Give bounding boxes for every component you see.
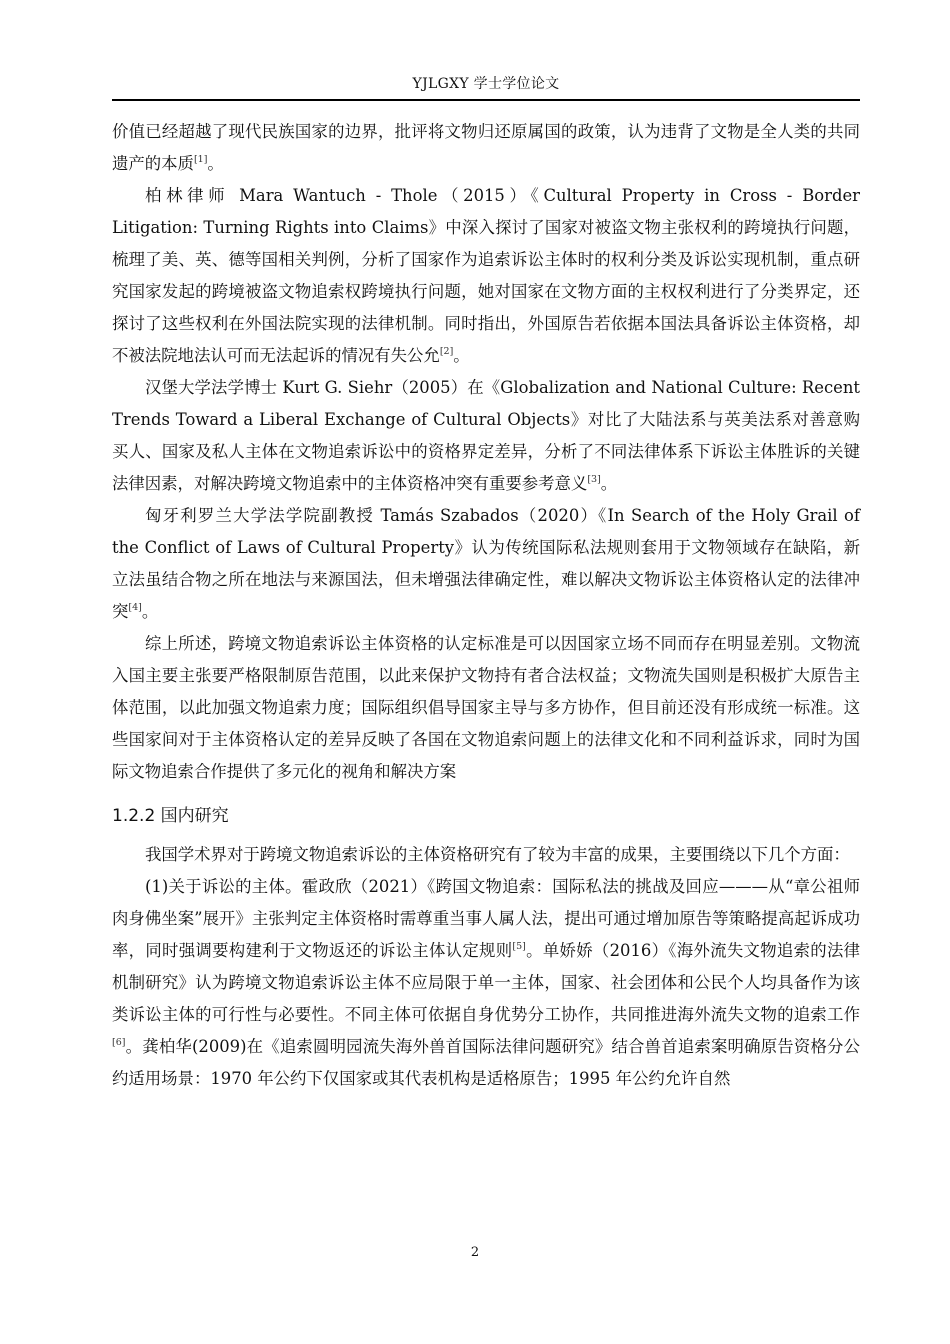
page-body [112, 116, 860, 1095]
paragraph-4: 匈牙利罗兰大学法学院副教授 Tamás Szabados（2020）《In Search of the Holy Grail of the Conflict of Laws of Cultural Property》认为传统国际私法规则套用于文物领域存在缺陷，新立法虽结合物之所在地法与来源国法，但未增强法律确定性，难以解决文物诉讼主体资格认定的法律冲突[4]。 [112, 506, 860, 621]
section-title: 国内研究 [160, 806, 229, 826]
paragraph-5: 综上所述，跨境文物追索诉讼主体资格的认定标准是可以因国家立场不同而存在明显差别。文物流入国主要主张要严格限制原告范围，以此来保护文物持有者合法权益；文物流失国则是积极扩大原告主体范围，以此加强文物追索力度；国际组织倡导国家主导与多方协作，但目前还没有形成统一标准。这些国家间对于主体资格认定的差异反映了各国在文物追索问题上的法律文化和不同利益诉求，同时为国际文物追索合作提供了多元化的视角和解决方案 [112, 634, 860, 781]
citation-5[interactable]: [5] [512, 941, 526, 952]
running-header: YJLGXY 学士学位论文 [412, 76, 560, 92]
citation-3[interactable]: [3] [587, 474, 601, 485]
citation-1[interactable]: [1] [193, 154, 208, 165]
paragraph-1: 价值已经超越了现代民族国家的边界，批评将文物归还原属国的政策，认为违背了文物是全人类的共同遗产的本质[1]。 [112, 122, 860, 173]
citation-2[interactable]: [2] [439, 346, 454, 357]
page-number: 2 [470, 1245, 480, 1260]
paragraph-2: 柏林律师 Mara Wantuch - Thole（2015）《Cultural Property in Cross - Border Litigation: Turning Rights into Claims》中深入探讨了国家对被盗文物主张权利的跨境执行问题，梳理了美、英、德等国相关判例，分析了国家作为追索诉讼主体时的权利分类及诉讼实现机制，重点研究国家发起的跨境被盗文物追索权跨境执行问题，她对国家在文物方面的主权权利进行了分类界定，还探讨了这些权利在外国法院实现的法律机制。同时指出，外国原告若依据本国法具备诉讼主体资格，却不被法院地法认可而无法起诉的情况有失公允[2]。 [112, 186, 860, 365]
section-heading [112, 799, 860, 833]
header-divider [112, 99, 860, 101]
section-item-paragraph: (1)关于诉讼的主体。霍政欣（2021）《跨国文物追索：国际私法的挑战及回应———从“章公祖师肉身佛坐案”展开》主张判定主体资格时需尊重当事人属人法，提出可通过增加原告等策略提高起诉成功率，同时强调要构建利于文物返还的诉讼主体认定规则[5]。单娇娇（2016）《海外流失文物追索的法律机制研究》认为跨境文物追索诉讼主体不应局限于单一主体，国家、社会团体和公民个人均具备作为该类诉讼主体的可行性与必要性。不同主体可依据自身优势分工协作，共同推进海外流失文物的追索工作[6]。龚柏华(2009)在《追索圆明园流失海外兽首国际法律问题研究》结合兽首追索案明确原告资格分公约适用场景：1970 年公约下仅国家或其代表机构是适格原告；1995 年公约允许自然 [112, 877, 861, 1088]
section-number: 1.2.2 [112, 806, 156, 826]
citation-6[interactable]: [6] [112, 1037, 126, 1048]
paragraph-3: 汉堡大学法学博士 Kurt G. Siehr（2005）在《Globalization and National Culture: Recent Trends Toward a Liberal Exchange of Cultural Objects》对比了大陆法系与英美法系对善意购买人、国家及私人主体在文物追索诉讼中的资格界定差异，分析了不同法律体系下诉讼主体胜诉的关键法律因素，对解决跨境文物追索中的主体资格冲突有重要参考意义[3]。 [112, 378, 860, 493]
section-intro-paragraph: 我国学术界对于跨境文物追索诉讼的主体资格研究有了较为丰富的成果，主要围绕以下几个方面： [145, 845, 850, 864]
citation-4[interactable]: [4] [128, 602, 142, 613]
